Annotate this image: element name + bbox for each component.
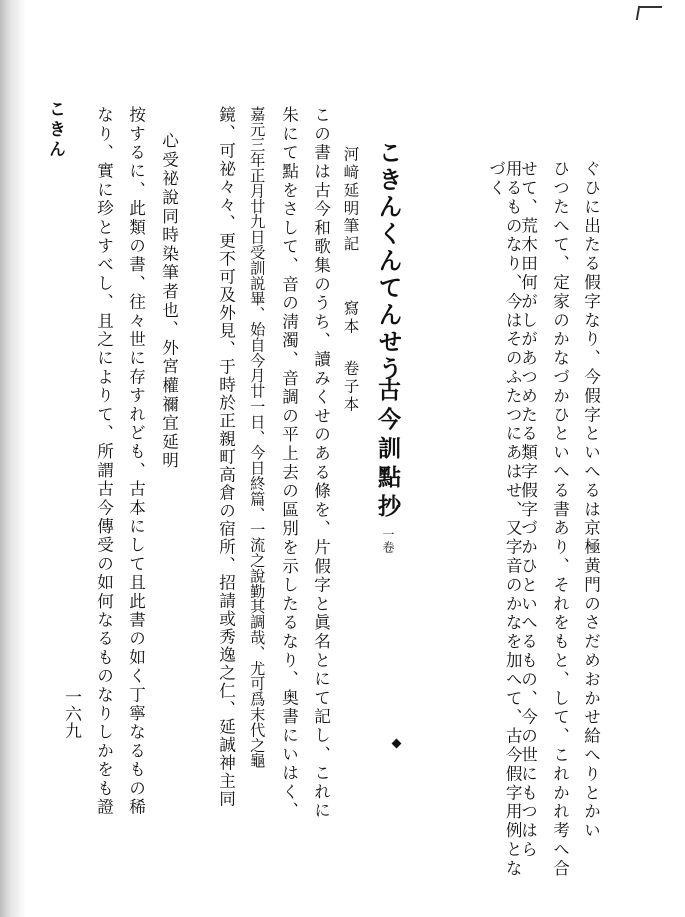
prev-section-line-1: ぐひに出たる假字なり、今假字といへるは京極黄門のさだめおかせ給へりとかい [581, 160, 601, 841]
entry-subtitle: 古今訓點抄 [374, 378, 401, 523]
entry-line-7: なり、實に珍とすべし、且之によりて、所謂古今傳受の如何なるものなりしかをも證 [94, 106, 114, 817]
entry-line-4: 鏡、可祕々々、更不可及外見、于時於正親町高倉の宿所、招請或秀逸之仁、延誠神主同 [216, 106, 236, 808]
running-head: こきん [45, 100, 65, 160]
entry-line-5: 心受祕說同時染筆者也、外宮權禰宜延明 [159, 132, 179, 471]
page-number: 一六九 [61, 688, 81, 739]
entry-title: こきんくんてんせう [374, 140, 403, 383]
scan-gutter-shadow [0, 0, 26, 917]
entry-line-6: 按するに、此類の書、往々世に存すれども、古本にして且此書の如く丁寧なるもの稀 [126, 106, 146, 817]
prev-section-line-2: ひつたへて、定家のかなづかひといへる書あり、それをもと、して、これかれ考へ合 [550, 160, 570, 879]
prev-section-line-4: 用るものなり、今はそのふたつにあはせ、又字音のかなを加へて、古今假字用例となづく [486, 160, 523, 879]
entry-line-1: この書は古今和歌集のうち、讀みくせのある條を、片假字と眞名とにて記し、これに [311, 106, 331, 821]
entry-author: 河﨑延明筆記 [341, 146, 360, 254]
prev-section-line-3: せて、荒木田何がしがあつめたる類字假字づかひといへるもの、今の世にもつはら [518, 160, 538, 860]
entry-line-2: 朱にて點をさして、音の淸濁、音調の平上去の區別を示したるなり、奥書にいはく、 [279, 106, 299, 821]
entry-format: 卷子本 [341, 360, 360, 414]
entry-volume-count: 一卷 [381, 528, 395, 554]
section-ornament [392, 739, 402, 749]
entry-line-3: 嘉元三年正月廿九日受訓説畢、始自今月廿一日、今日終篇、一流之說勤其調哉、尤可爲末代之龜 [248, 106, 267, 769]
entry-copy-type: 寫本 [341, 300, 360, 336]
scan-corner-mark [636, 6, 662, 20]
